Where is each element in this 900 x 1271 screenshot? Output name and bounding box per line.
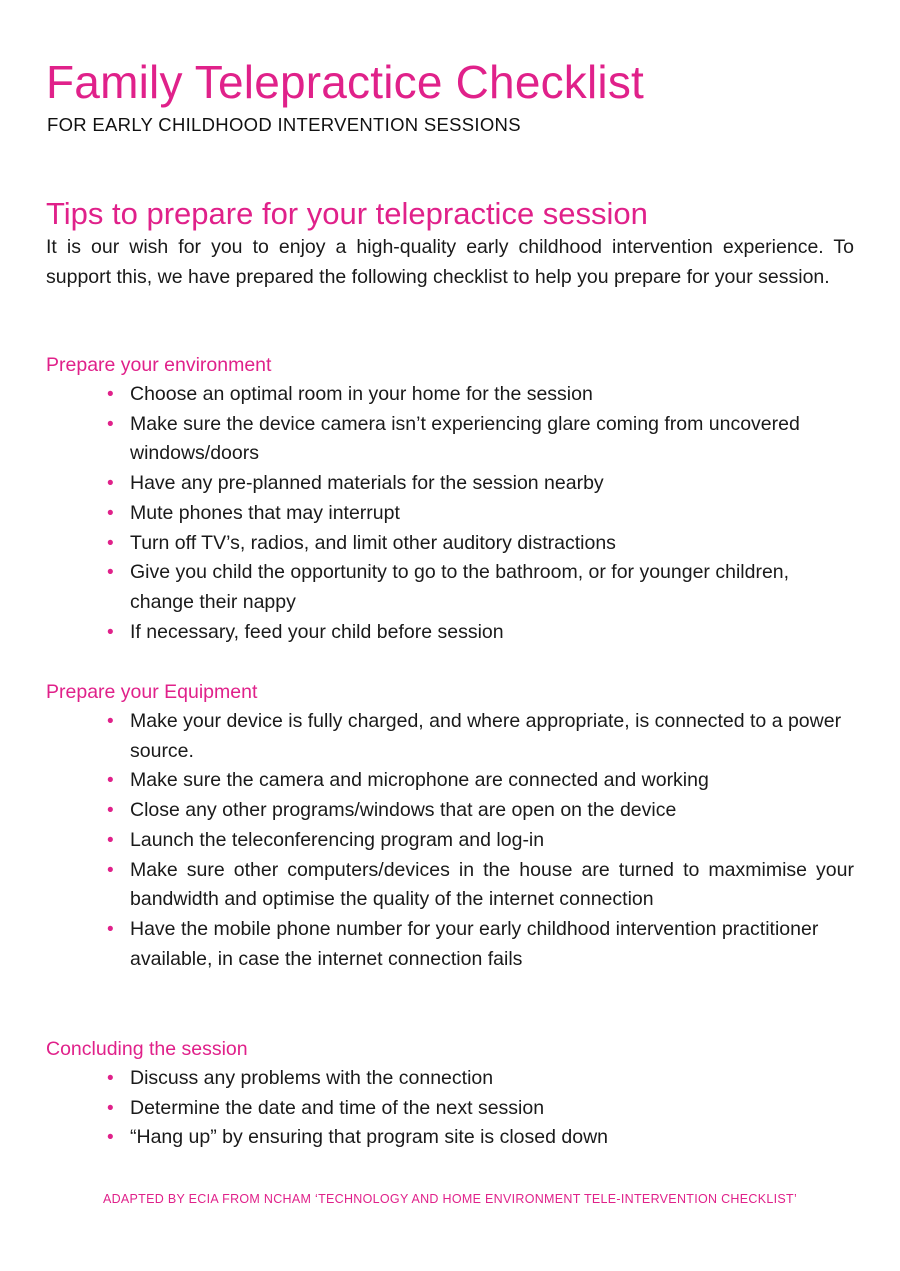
list-item-text: Make your device is fully charged, and where appropriate, is connected to a power source. (130, 710, 842, 762)
bullet-icon: • (107, 1127, 114, 1149)
page-subtitle: FOR EARLY CHILDHOOD INTERVENTION SESSIONS (47, 114, 521, 135)
bullet-icon: • (107, 473, 114, 495)
section-equipment (46, 677, 854, 974)
list-item-text: If necessary, feed your child before session (130, 620, 504, 643)
bullet-icon: • (107, 770, 114, 792)
bullet-icon: • (107, 800, 114, 822)
list-item (107, 558, 854, 617)
list-item (107, 380, 854, 410)
list-item-text: Make sure the device camera isn’t experiencing glare coming from uncovered windows/doors (130, 412, 800, 465)
section-heading: Concluding the session (46, 1038, 248, 1060)
bullet-icon: • (107, 829, 114, 851)
intro-paragraph: It is our wish for you to enjoy a high-quality early childhood intervention experience. To support this, we have prepared the following checklist to help you prepare for your session. (46, 236, 854, 288)
checklist (46, 1064, 854, 1153)
section-heading: Prepare your Equipment (46, 681, 258, 703)
list-item-text: Mute phones that may interrupt (130, 501, 400, 524)
bullet-icon: • (107, 711, 114, 732)
page-title: Family Telepractice Checklist (46, 56, 645, 108)
list-item-text: Have any pre-planned materials for the session nearby (130, 472, 604, 495)
list-item-text: Determine the date and time of the next session (130, 1096, 545, 1119)
list-item-text: “Hang up” by ensuring that program site is closed down (130, 1126, 608, 1149)
checklist (46, 707, 854, 974)
bullet-icon: • (107, 413, 114, 435)
list-item (107, 707, 854, 766)
list-item (107, 410, 854, 469)
list-item (107, 469, 854, 499)
list-item-text: Make sure the camera and microphone are connected and working (130, 769, 709, 792)
list-item (107, 796, 854, 826)
bullet-icon: • (107, 384, 114, 405)
section-environment (46, 350, 854, 647)
list-item-text: Discuss any problems with the connection (130, 1067, 494, 1089)
list-item-text: Choose an optimal room in your home for the session (130, 383, 593, 405)
list-item (107, 1094, 854, 1124)
list-item (107, 499, 854, 529)
section-heading: Prepare your environment (46, 354, 272, 376)
list-item (107, 826, 854, 856)
bullet-icon: • (107, 918, 114, 940)
checklist (46, 380, 854, 647)
list-item (107, 529, 854, 559)
tips-heading: Tips to prepare for your telepractice session (46, 196, 648, 231)
list-item-text: Make sure other computers/devices in the house are turned to maxmimise your bandwidth and optimise the quality of the internet connection (130, 858, 854, 911)
list-item (107, 1064, 854, 1094)
bullet-icon: • (107, 621, 114, 643)
list-item (107, 1123, 854, 1153)
attribution-footer: ADAPTED BY ECIA FROM NCHAM ‘TECHNOLOGY AND HOME ENVIRONMENT TELE-INTERVENTION CHECKLIST’ (102, 1192, 798, 1206)
bullet-icon: • (107, 859, 114, 881)
bullet-icon: • (107, 532, 114, 554)
list-item-text: Launch the teleconferencing program and log-in (130, 828, 545, 851)
bullet-icon: • (107, 1097, 114, 1119)
list-item (107, 618, 854, 648)
bullet-icon: • (107, 502, 114, 524)
list-item (107, 766, 854, 796)
bullet-icon: • (107, 1068, 114, 1089)
list-item-text: Give you child the opportunity to go to the bathroom, or for younger children, change their nappy (130, 561, 790, 613)
list-item-text: Turn off TV’s, radios, and limit other auditory distractions (130, 531, 616, 554)
list-item (107, 856, 854, 915)
bullet-icon: • (107, 562, 114, 584)
list-item-text: Have the mobile phone number for your early childhood intervention practitioner available, in case the internet connection fails (130, 917, 819, 970)
list-item (107, 915, 854, 974)
section-concluding (46, 1034, 854, 1153)
list-item-text: Close any other programs/windows that are open on the device (130, 799, 677, 822)
